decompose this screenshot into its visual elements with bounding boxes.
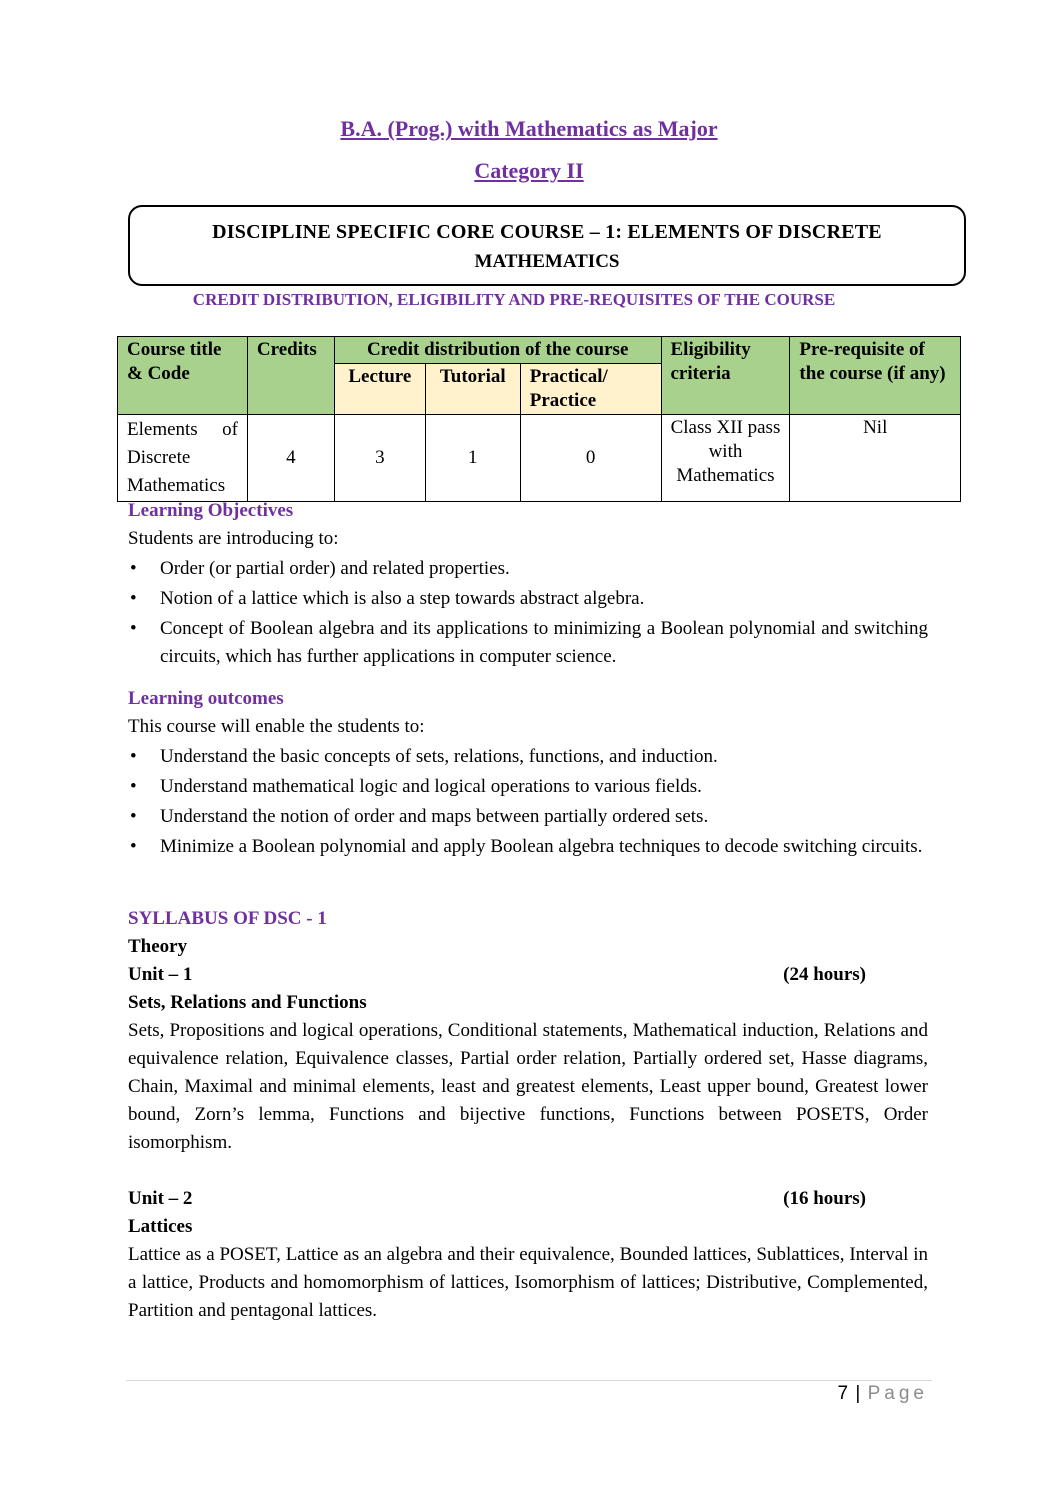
cell-eligibility: Class XII pass with Mathematics bbox=[661, 415, 790, 502]
footer-divider bbox=[126, 1380, 932, 1381]
learning-outcomes-intro: This course will enable the students to: bbox=[128, 716, 425, 737]
page-footer bbox=[838, 1383, 928, 1405]
learning-objectives-intro: Students are introducing to: bbox=[128, 528, 339, 549]
unit-2-header bbox=[128, 1185, 866, 1213]
cell-lecture: 3 bbox=[334, 415, 425, 502]
course-title-box bbox=[128, 205, 966, 286]
cell-course-title: Elements of Discrete Mathematics bbox=[118, 415, 248, 502]
cell-tutorial: 1 bbox=[425, 415, 520, 502]
unit-2-label: Unit – 2 bbox=[128, 1188, 193, 1209]
page-label: Page bbox=[867, 1383, 928, 1404]
learning-objectives-section bbox=[128, 497, 928, 671]
header-prerequisite: Pre-requisite of the course (if any) bbox=[790, 337, 961, 415]
list-item: • Understand the notion of order and maps between partially ordered sets. bbox=[128, 803, 928, 831]
list-item: • Concept of Boolean algebra and its applications to minimizing a Boolean polynomial and switching circuits, which has further applications in computer science. bbox=[128, 615, 928, 671]
credit-distribution-table bbox=[117, 336, 961, 502]
cell-practical: 0 bbox=[520, 415, 661, 502]
syllabus-section bbox=[128, 905, 928, 1325]
header-course-title: Course title & Code bbox=[118, 337, 248, 415]
credit-distribution-heading: CREDIT DISTRIBUTION, ELIGIBILITY AND PRE-REQUISITES OF THE COURSE bbox=[192, 290, 836, 309]
list-item: • Minimize a Boolean polynomial and apply Boolean algebra techniques to decode switching circuits. bbox=[128, 833, 928, 861]
learning-outcomes-section bbox=[128, 685, 928, 861]
program-title: B.A. (Prog.) with Mathematics as Major bbox=[340, 116, 718, 141]
unit-1-label: Unit – 1 bbox=[128, 964, 193, 985]
course-title-line-2: MATHEMATICS bbox=[474, 251, 620, 272]
unit-2-title: Lattices bbox=[128, 1216, 193, 1237]
list-item: • Understand mathematical logic and logical operations to various fields. bbox=[128, 773, 928, 801]
table-row bbox=[118, 415, 961, 502]
cell-credits: 4 bbox=[247, 415, 334, 502]
footer-separator: | bbox=[855, 1383, 862, 1404]
header-practical: Practical/ Practice bbox=[520, 364, 661, 415]
header-credits: Credits bbox=[247, 337, 334, 415]
header-credit-distribution: Credit distribution of the course bbox=[334, 337, 661, 364]
unit-1-content: Sets, Propositions and logical operations, Conditional statements, Mathematical induction, Relations and equivalence relation, Equivalence classes, Partial order relation, Partially ordered set, Hasse diagrams, Chain, Maximal and minimal elements, least and greatest elements, Least upper bound, Greatest lower bound, Zorn’s lemma, Functions and bijective functions, Functions between POSETS, Order isomorphism. bbox=[128, 1020, 928, 1153]
list-item: • Understand the basic concepts of sets, relations, functions, and induction. bbox=[128, 743, 928, 771]
unit-1-title: Sets, Relations and Functions bbox=[128, 992, 367, 1013]
theory-heading: Theory bbox=[128, 936, 188, 957]
header-eligibility: Eligibility criteria bbox=[661, 337, 790, 415]
syllabus-heading: SYLLABUS OF DSC - 1 bbox=[128, 908, 327, 929]
header-tutorial: Tutorial bbox=[425, 364, 520, 415]
learning-objectives-heading: Learning Objectives bbox=[128, 500, 294, 521]
unit-2-content: Lattice as a POSET, Lattice as an algebra and their equivalence, Bounded lattices, Sublattices, Interval in a lattice, Products and homomorphism of lattices, Isomorphism of lattices; Distributive, Complemented, Partition and pentagonal lattices. bbox=[128, 1244, 928, 1321]
cell-prerequisite: Nil bbox=[790, 415, 961, 502]
list-item: • Order (or partial order) and related properties. bbox=[128, 555, 928, 583]
unit-2-hours: (16 hours) bbox=[783, 1188, 866, 1209]
category-title: Category II bbox=[474, 158, 584, 183]
header-lecture: Lecture bbox=[334, 364, 425, 415]
list-item: • Notion of a lattice which is also a step towards abstract algebra. bbox=[128, 585, 928, 613]
page-number: 7 bbox=[837, 1383, 850, 1404]
course-title-line-1: DISCIPLINE SPECIFIC CORE COURSE – 1: ELEMENTS OF DISCRETE bbox=[212, 221, 882, 243]
unit-1-header bbox=[128, 961, 866, 989]
unit-1-hours: (24 hours) bbox=[783, 964, 866, 985]
learning-outcomes-heading: Learning outcomes bbox=[128, 688, 284, 709]
